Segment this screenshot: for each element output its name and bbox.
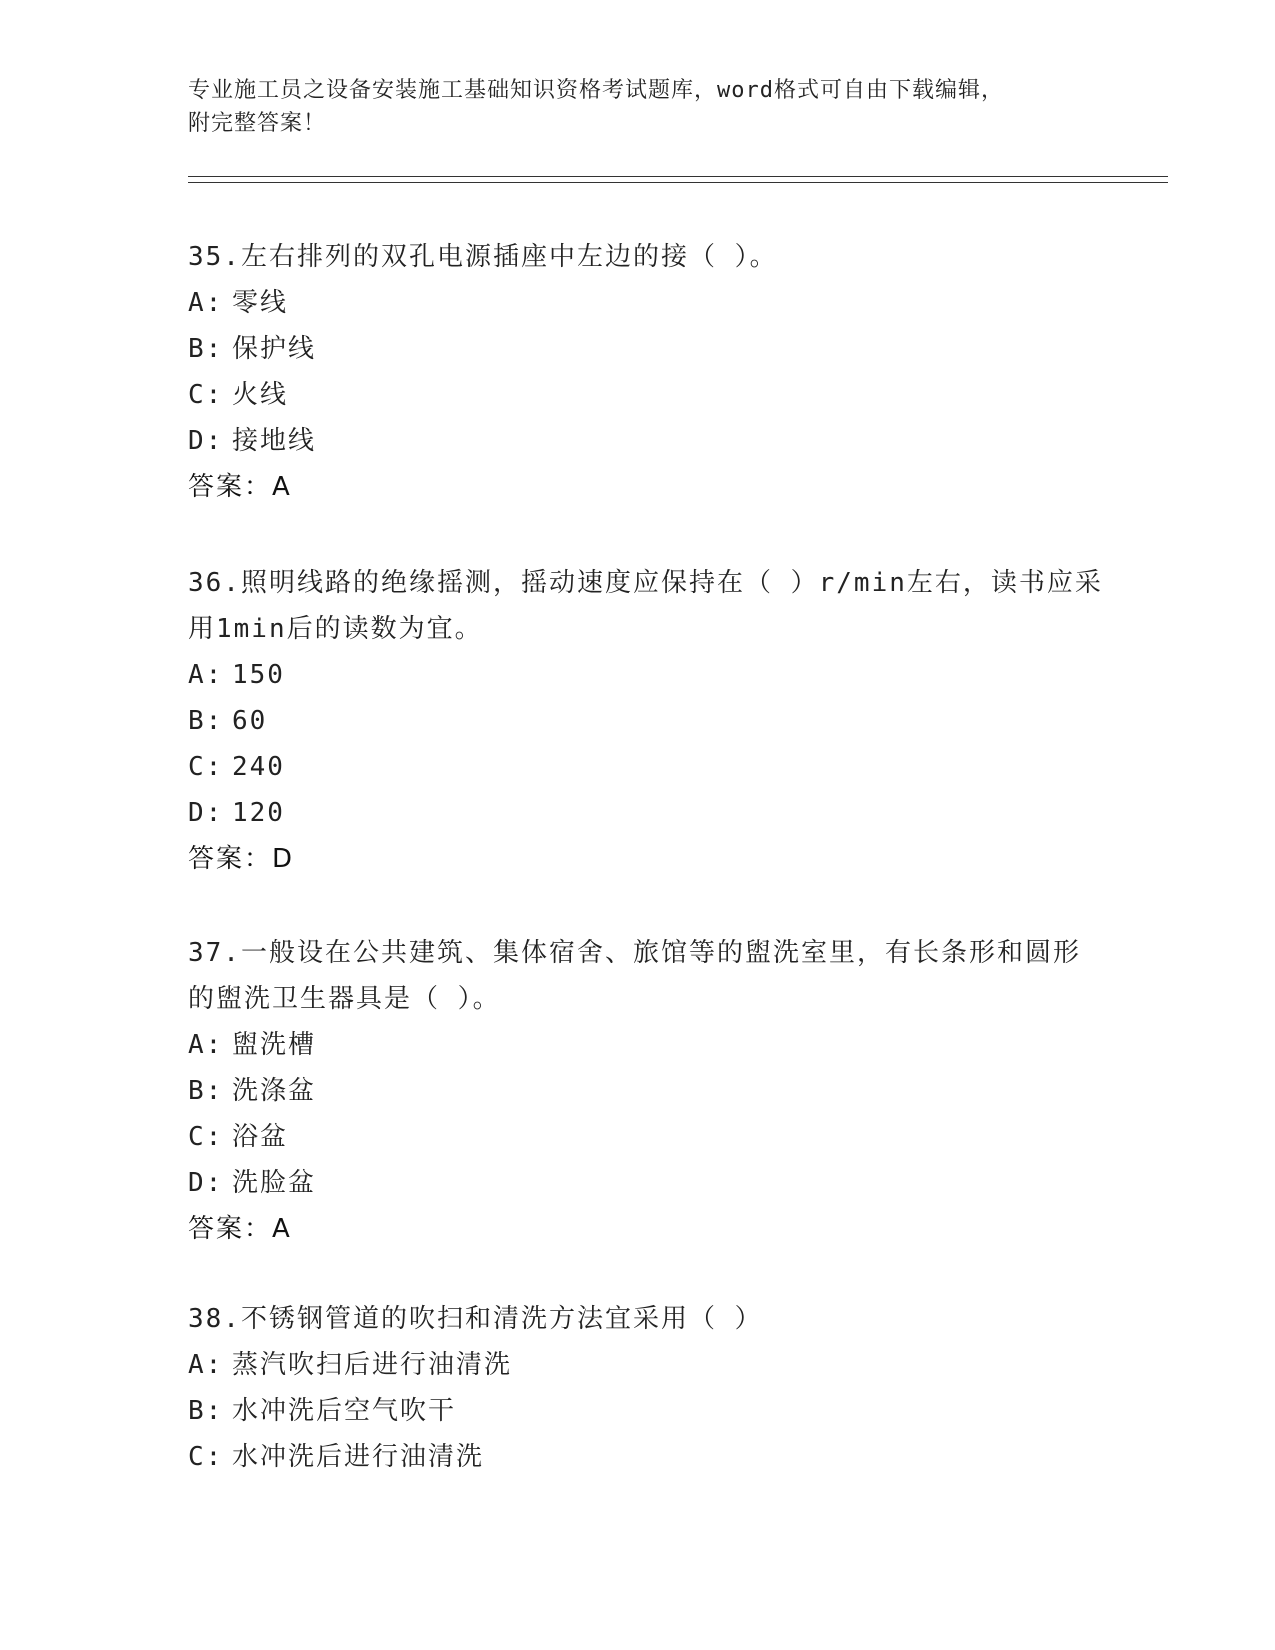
option-key: D: — [188, 426, 224, 456]
option-b — [188, 1388, 1108, 1434]
option-a — [188, 280, 1108, 326]
option-b — [188, 698, 1108, 744]
option-text: 接地线 — [232, 426, 317, 456]
option-text: 60 — [232, 706, 268, 736]
question-stem: 36.照明线路的绝缘摇测，摇动速度应保持在（ ）r/min左右，读书应采用1min后的读数为宜。 — [188, 568, 1103, 644]
option-key: D: — [188, 1168, 224, 1198]
option-key: A: — [188, 660, 224, 690]
option-text: 150 — [232, 660, 285, 690]
answer-line: 答案：A — [188, 1214, 292, 1244]
header-line-1: 专业施工员之设备安装施工基础知识资格考试题库，word格式可自由下载编辑， — [188, 78, 1004, 103]
option-d — [188, 790, 1108, 836]
header-divider-top — [188, 176, 1168, 177]
question-37 — [188, 930, 1108, 1252]
option-c — [188, 744, 1108, 790]
option-key: C: — [188, 1122, 224, 1152]
option-key: B: — [188, 1396, 224, 1426]
option-a — [188, 652, 1108, 698]
option-a — [188, 1342, 1108, 1388]
question-35 — [188, 234, 1108, 510]
option-d — [188, 1160, 1108, 1206]
option-key: C: — [188, 1442, 224, 1472]
option-text: 水冲洗后进行油清洗 — [232, 1442, 485, 1472]
option-key: C: — [188, 380, 224, 410]
option-text: 240 — [232, 752, 285, 782]
option-key: C: — [188, 752, 224, 782]
answer-line: 答案：D — [188, 844, 295, 874]
document-header — [188, 74, 1088, 140]
option-key: D: — [188, 798, 224, 828]
option-key: A: — [188, 288, 224, 318]
question-36 — [188, 560, 1108, 882]
option-key: B: — [188, 1076, 224, 1106]
option-b — [188, 326, 1108, 372]
option-c — [188, 372, 1108, 418]
answer-line: 答案：A — [188, 472, 292, 502]
header-line-2: 附完整答案！ — [188, 111, 327, 136]
option-key: B: — [188, 334, 224, 364]
option-key: A: — [188, 1350, 224, 1380]
question-stem: 35.左右排列的双孔电源插座中左边的接（ ）。 — [188, 242, 778, 272]
option-a — [188, 1022, 1108, 1068]
header-divider-bottom — [188, 182, 1168, 183]
option-c — [188, 1434, 1108, 1480]
option-text: 洗涤盆 — [232, 1076, 317, 1106]
option-text: 浴盆 — [232, 1122, 289, 1152]
option-text: 洗脸盆 — [232, 1168, 317, 1198]
option-d — [188, 418, 1108, 464]
option-text: 保护线 — [232, 334, 317, 364]
option-text: 盥洗槽 — [232, 1030, 317, 1060]
option-text: 水冲洗后空气吹干 — [232, 1396, 457, 1426]
option-text: 零线 — [232, 288, 289, 318]
question-stem: 37.一般设在公共建筑、集体宿舍、旅馆等的盥洗室里，有长条形和圆形的盥洗卫生器具是（ ）。 — [188, 938, 1081, 1014]
option-c — [188, 1114, 1108, 1160]
option-b — [188, 1068, 1108, 1114]
option-text: 120 — [232, 798, 285, 828]
question-stem: 38.不锈钢管道的吹扫和清洗方法宜采用（ ） — [188, 1304, 763, 1334]
option-text: 火线 — [232, 380, 289, 410]
question-38 — [188, 1296, 1108, 1480]
option-key: B: — [188, 706, 224, 736]
option-text: 蒸汽吹扫后进行油清洗 — [232, 1350, 513, 1380]
option-key: A: — [188, 1030, 224, 1060]
